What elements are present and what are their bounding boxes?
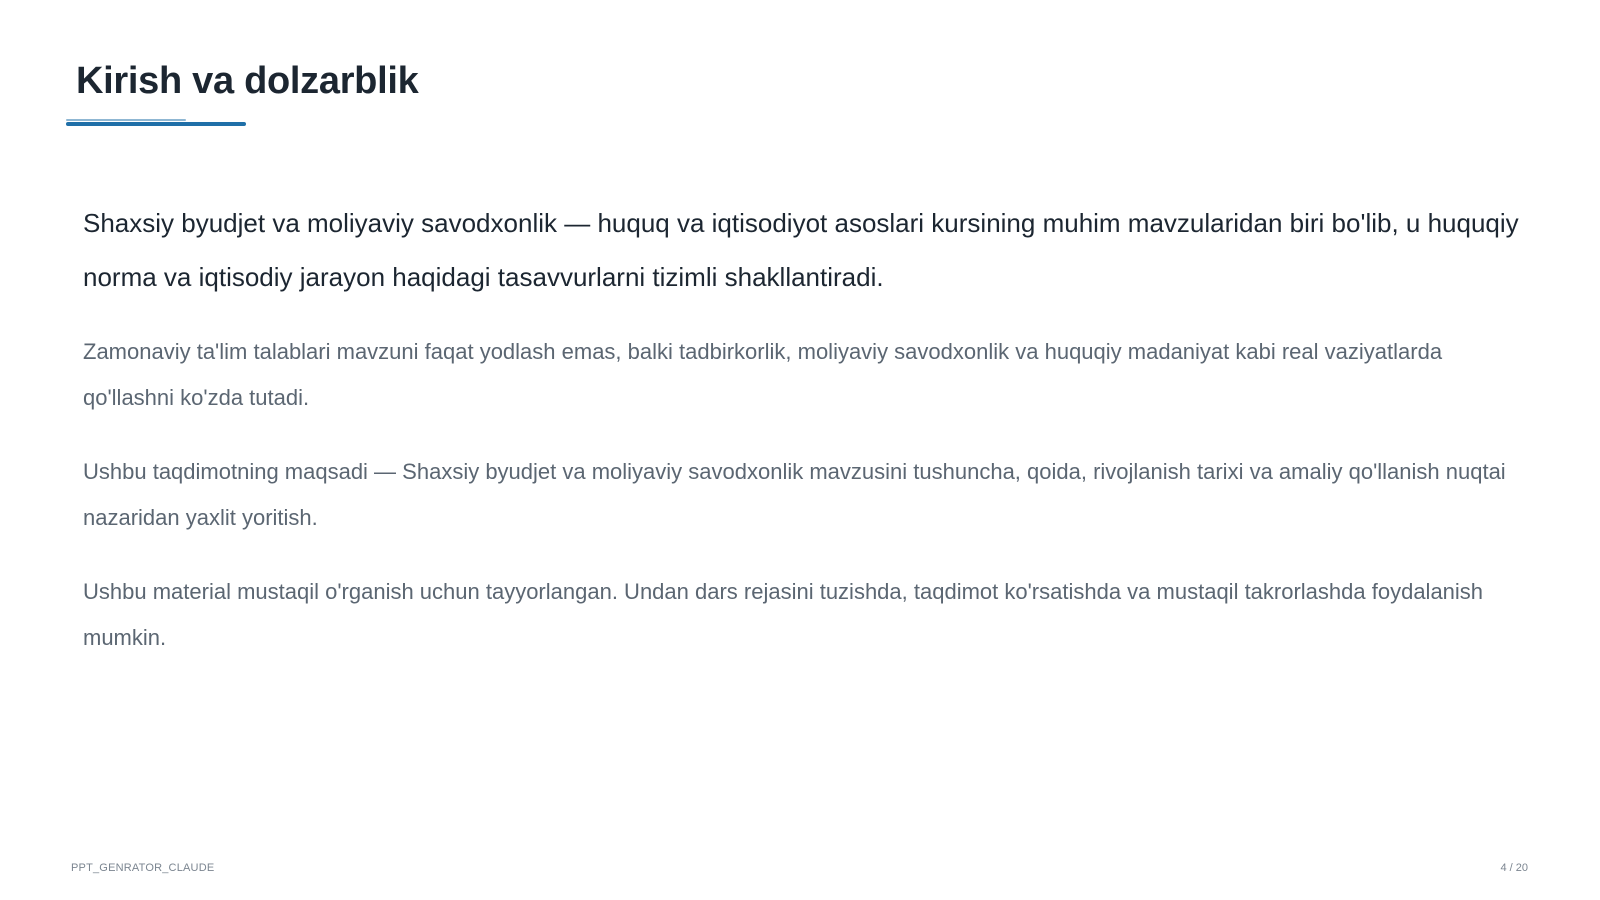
page-number: 4 / 20 [1500,862,1528,874]
title-underline [66,122,246,126]
footer-source-label: PPT_GENRATOR_CLAUDE [71,862,215,874]
body-paragraph: Ushbu material mustaqil o'rganish uchun tayyorlangan. Undan dars rejasini tuzishda, taqdimot ko'rsatishda va mustaqil takrorlashda foydalanish mumkin. [83,579,1484,650]
slide-title: Kirish va dolzarblik [76,60,419,102]
lead-paragraph: Shaxsiy byudjet va moliyaviy savodxonlik — huquq va iqtisodiyot asoslari kursining muhim mavzularidan biri bo'lib, u huquqiy norma va iqtisodiy jarayon haqidagi tasavvurlarni tizimli shakllantiradi. [83,208,1519,292]
body-paragraph: Zamonaviy ta'lim talablari mavzuni faqat yodlash emas, balki tadbirkorlik, moliyaviy savodxonlik va huquqiy madaniyat kabi real vaziyatlarda qo'llashni ko'zda tutadi. [83,339,1443,410]
body-paragraph: Ushbu taqdimotning maqsadi — Shaxsiy byudjet va moliyaviy savodxonlik mavzusini tushuncha, qoida, rivojlanish tarixi va amaliy qo'llanish nuqtai nazaridan yaxlit yoritish. [83,459,1506,530]
title-underline-accent [66,119,186,121]
